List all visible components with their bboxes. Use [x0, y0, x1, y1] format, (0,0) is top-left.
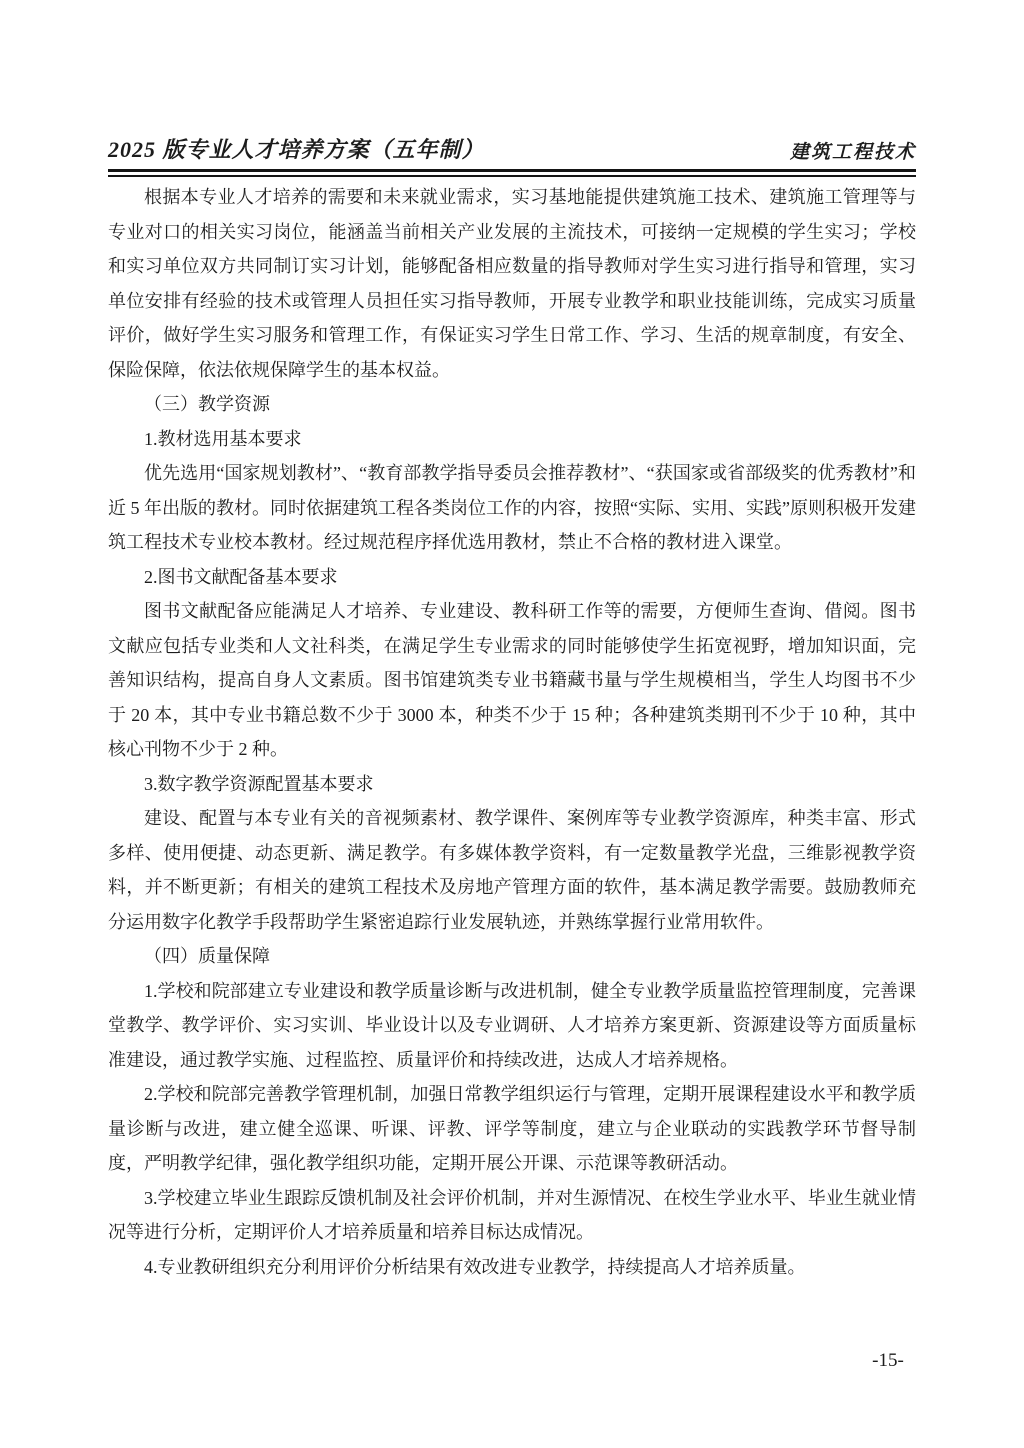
subsection-heading: 1.教材选用基本要求: [144, 428, 302, 449]
paragraph-body: 图书文献配备应能满足人才培养、专业建设、教科研工作等的需要，方便师生查询、借阅。图书文献应包括专业类和人文社科类，在满足学生专业需求的同时能够使学生拓宽视野，增加知识面，完善知识结构，提高自身人文素质。图书馆建筑类专业书籍藏书量与学生规模相当，学生人均图书不少于 20 本，其中专业书籍总数不少于 3000 本，种类不少于 15 种；各种建筑类期刊不少于 10 种，其中核心刊物不少于 2 种。: [108, 601, 916, 759]
paragraph-body: 优先选用“国家规划教材”、“教育部教学指导委员会推荐教材”、“获国家或省部级奖的优秀教材”和近 5 年出版的教材。同时依据建筑工程各类岗位工作的内容，按照“实际、实用、实践”原则积极开发建筑工程技术专业校本教材。经过规范程序择优选用教材，禁止不合格的教材进入课堂。: [108, 463, 916, 552]
paragraph-body: 4.专业教研组织充分利用评价分析结果有效改进专业教学，持续提高人才培养质量。: [144, 1256, 806, 1277]
header-right-title: 建筑工程技术: [789, 142, 916, 163]
subsection-heading: 3.数字教学资源配置基本要求: [144, 773, 374, 794]
paragraph-body: 建设、配置与本专业有关的音视频素材、教学课件、案例库等专业教学资源库，种类丰富、形式多样、使用便捷、动态更新、满足教学。有多媒体教学资料，有一定数量教学光盘，三维影视教学资料，并不断更新；有相关的建筑工程技术及房地产管理方面的软件，基本满足教学需要。鼓励教师充分运用数字化教学手段帮助学生紧密追踪行业发展轨迹，并熟练掌握行业常用软件。: [108, 808, 916, 932]
header-divider: [108, 169, 916, 177]
page-number: -15-: [872, 1350, 904, 1371]
header-left-title: 2025 版专业人才培养方案（五年制）: [108, 137, 485, 162]
section-heading: （四）质量保障: [144, 946, 270, 966]
section-heading: （三）教学资源: [144, 394, 270, 414]
paragraph-body: 1.学校和院部建立专业建设和教学质量诊断与改进机制，健全专业教学质量监控管理制度，完善课堂教学、教学评价、实习实训、毕业设计以及专业调研、人才培养方案更新、资源建设等方面质量标准建设，通过教学实施、过程监控、质量评价和持续改进，达成人才培养规格。: [108, 980, 916, 1070]
paragraph-body: 根据本专业人才培养的需要和未来就业需求，实习基地能提供建筑施工技术、建筑施工管理等与专业对口的相关实习岗位，能涵盖当前相关产业发展的主流技术，可接纳一定规模的学生实习；学校和实习单位双方共同制订实习计划，能够配备相应数量的指导教师对学生实习进行指导和管理，实习单位安排有经验的技术或管理人员担任实习指导教师，开展专业教学和职业技能训练，完成实习质量评价，做好学生实习服务和管理工作，有保证实习学生日常工作、学习、生活的规章制度，有安全、保险保障，依法依规保障学生的基本权益。: [108, 187, 916, 380]
page-header: [108, 134, 916, 164]
paragraph-body: 2.学校和院部完善教学管理机制，加强日常教学组织运行与管理，定期开展课程建设水平和教学质量诊断与改进，建立健全巡课、听课、评教、评学等制度，建立与企业联动的实践教学环节督导制度，严明教学纪律，强化教学组织功能，定期开展公开课、示范课等教研活动。: [108, 1084, 916, 1173]
document-body: [108, 180, 916, 1284]
subsection-heading: 2.图书文献配备基本要求: [144, 566, 338, 587]
paragraph-body: 3.学校建立毕业生跟踪反馈机制及社会评价机制，并对生源情况、在校生学业水平、毕业生就业情况等进行分析，定期评价人才培养质量和培养目标达成情况。: [108, 1187, 916, 1242]
